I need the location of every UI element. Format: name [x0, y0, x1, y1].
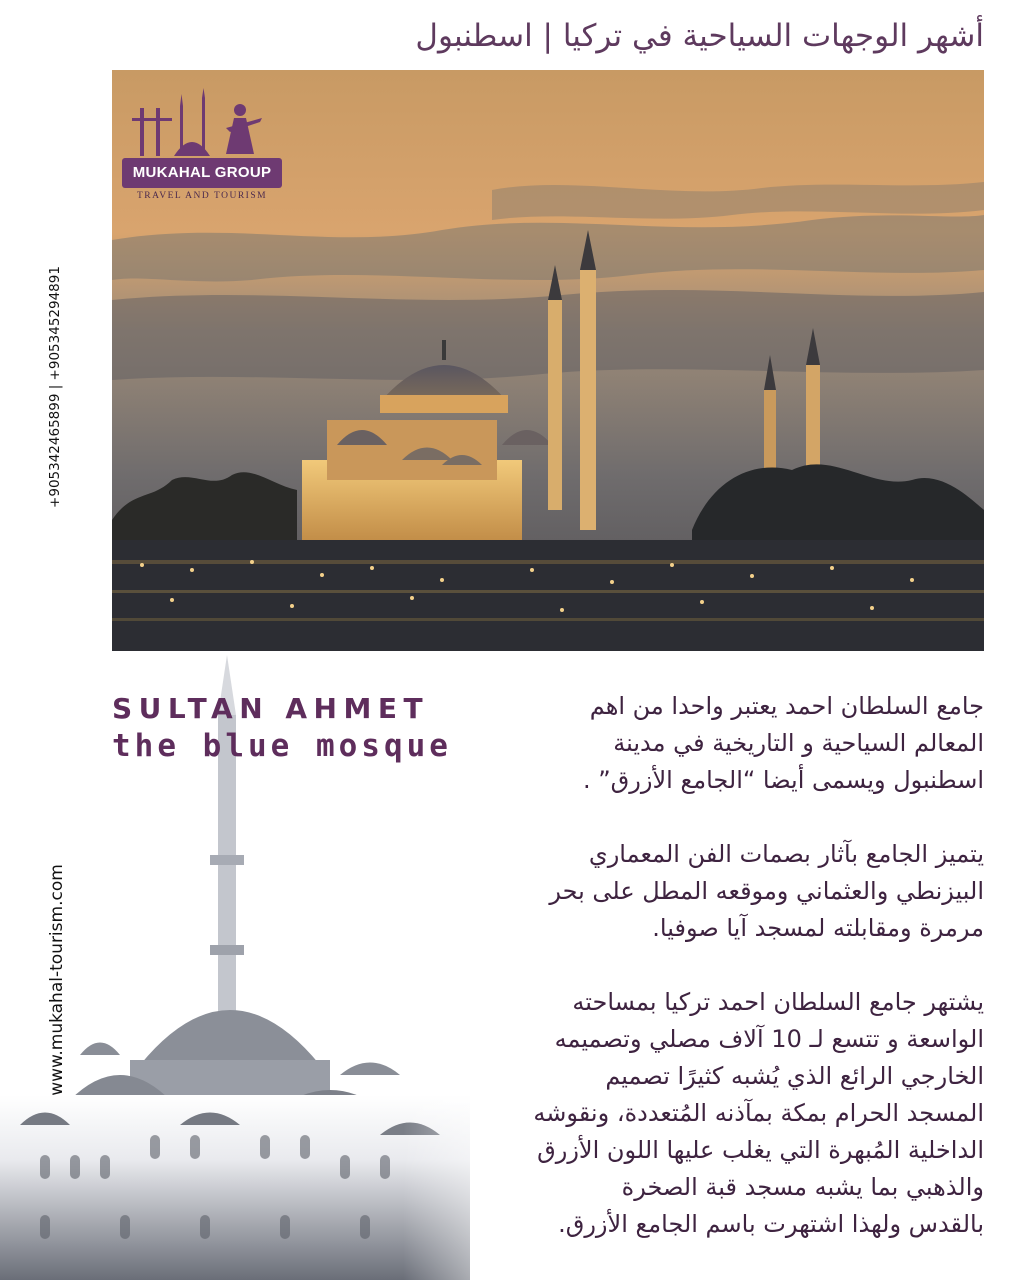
istanbul-skyline-logo-icon [122, 88, 282, 158]
paragraph-line: الواسعة و تتسع لـ 10 آلاف مصلي وتصميمه [554, 1025, 984, 1053]
paragraph-line: المسجد الحرام بمكة بمآذنه المُتعددة، ونقوشه [533, 1099, 984, 1127]
logo-subtitle: TRAVEL AND TOURISM [136, 191, 268, 201]
paragraph-line: المعالم السياحية و التاريخية في مدينة [613, 729, 984, 757]
brand-logo [122, 88, 282, 210]
paragraph-line: الداخلية المُبهرة التي يغلب عليها اللون الأزرق [537, 1136, 984, 1164]
logo-brand-name: MUKAHAL GROUP [122, 158, 282, 188]
paragraph-line: البيزنطي والعثماني وموقعه المطل على بحر [549, 877, 984, 905]
heading-line-2: the blue mosque [112, 728, 452, 764]
paragraph-line: الخارجي الرائع الذي يُشبه كثيرًا تصميم [605, 1062, 984, 1090]
article-body [424, 688, 984, 1243]
paragraph-1 [424, 688, 984, 799]
hero-photo-mosque [112, 70, 984, 651]
heading-line-1: SULTAN AHMET [112, 692, 430, 725]
paragraph-line: يتميز الجامع بآثار بصمات الفن المعماري [588, 840, 984, 868]
paragraph-line: يشتهر جامع السلطان احمد تركيا بمساحته [572, 988, 984, 1016]
page-title: أشهر الوجهات السياحية في تركيا | اسطنبول [415, 18, 984, 54]
website-url-text: www.mukahal-tourism.com [47, 864, 67, 1096]
paragraph-3 [424, 984, 984, 1243]
phone-numbers [40, 242, 70, 532]
paragraph-line: اسطنبول ويسمى أيضا “الجامع الأزرق” . [582, 766, 984, 794]
paragraph-2 [424, 836, 984, 947]
paragraph-line: بالقدس ولهذا اشتهرت باسم الجامع الأزرق. [558, 1210, 984, 1238]
paragraph-line: جامع السلطان احمد يعتبر واحدا من اهم [589, 692, 984, 720]
phone-numbers-text: +905342465899 | +905345294891 [47, 266, 63, 508]
paragraph-line: مرمرة ومقابلته لمسجد آيا صوفيا. [652, 914, 984, 942]
website-url [42, 835, 72, 1125]
paragraph-line: والذهبي بما يشبه مسجد قبة الصخرة [621, 1173, 984, 1201]
